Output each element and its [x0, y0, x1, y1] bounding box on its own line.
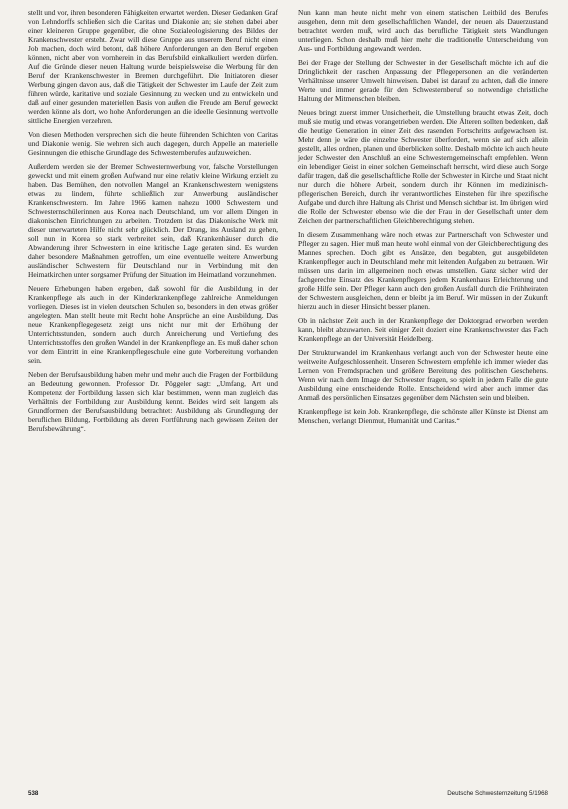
paragraph: Krankenpflege ist kein Job. Krankenpflege, die schönste aller Künste ist Dienst am Menschen, verlangt Dienmut, Humanität und Caritas.“: [298, 407, 548, 425]
page-number: 538: [28, 790, 39, 797]
paragraph: Bei der Frage der Stellung der Schwester in der Gesellschaft möchte ich auf die Dringlichkeit der raschen Anpassung der Pflegepersonen an die veränderten Verhältnisse unserer Umwelt hinweisen. Dabei ist darauf zu achten, daß die innere Werte und immer gerade für den Schwesternberuf so notwendige christliche Haltung der Mitmenschen bleiben.: [298, 58, 548, 103]
paragraph: Neben der Berufsausbildung haben mehr und mehr auch die Fragen der Fortbildung an Bedeutung gewonnen. Professor Dr. Pöggeler sagt: „Umfang, Art und Kompetenz der Fortbildung lassen sich klar bestimmen, wenn man zugleich das Verhältnis der Fortbildung zur Ausbildung kennt. Beides wird seit langem als Grundformen der Berufsausbildung betrachtet: Ausbildung als Grundlegung der beruflichen Bildung, Fortbildung als deren Fortführung nach gewissen Zeiten der Berufsbewährung“.: [28, 370, 278, 433]
text-columns: [28, 8, 548, 438]
page-footer: [28, 790, 548, 797]
paragraph: stellt und vor, ihren besonderen Fähigkeiten erwartet werden. Dieser Gedanken Graf von Lehndorffs schließen sich die Caritas und Diakonie an; sie stehen dabei aber einer kleineren Gruppe gegenüber, die ohne Sozialeologisierung des Bildes der Krankenschwester ersteht. Zwar will diese Gruppe aus unserem Beruf nicht einen Job machen, doch wird betont, daß höhere Anforderungen an den Beruf ergeben können, nicht aber von vornherein in das Berufsbild einkalkuliert werden dürfen. Auf die Gründe dieser neuen Haltung wurde beispielsweise die Werbung für den Beruf der Krankenschwester in Bremen durchgeführt. Die Initiatoren dieser Werbung gingen davon aus, daß die Tätigkeit der Schwester im Laufe der Zeit zum führen würde, karitative und soziale Gesinnung zu wecken und zu entwickeln und daß auf einer gesunden materiellen Basis von außen die Freude am Beruf geweckt werden könne als dort, wo hohe Anforderungen an die ideelle Gesinnung wertvolle sittliche Energien verzehren.: [28, 8, 278, 125]
paragraph: Ob in nächster Zeit auch in der Krankenpflege der Doktorgrad erworben werden kann, bleibt abzuwarten. Seit einiger Zeit doziert eine Krankenschwester das Fach Krankenpflege an der Universität Heidelberg.: [298, 316, 548, 343]
right-column: [298, 8, 548, 438]
paragraph: Neuere Erhebungen haben ergeben, daß sowohl für die Ausbildung in der Krankenpflege als auch in der Kinderkrankenpflege zahlreiche Anmeldungen vorliegen. Dieses ist in vielen deutschen Schulen so, besonders in den etwas größer angelegten. Man stellt heute mit Recht hohe Ansprüche an eine Ausbildung. Das neue Krankenpflegegesetz zeigt uns nicht nur mit der Erhöhung der Unterrichtsstunden, sondern auch durch Anreicherung und Vertiefung des Unterrichtsstoffes den großen Wandel in der Krankenpflege an. Es muß daher schon vor dem Eintritt in eine Krankenpflegeschule eine gute Vorbereitung vorhanden sein.: [28, 284, 278, 365]
paragraph: Nun kann man heute nicht mehr von einem statischen Leitbild des Berufes ausgehen, denn mit dem gesellschaftlichen Wandel, der neuen als Dauerzustand betrachtet werden muß, wird auch das berufliche Tätigkeit stets Wandlungen unterliegen. Schon deshalb muß hier mehr die traditionelle Unterscheidung von Aus- und Fortbildung angewandt werden.: [298, 8, 548, 53]
paragraph: In diesem Zusammenhang wäre noch etwas zur Partnerschaft von Schwester und Pfleger zu sagen. Hier muß man heute wohl einmal von der Gleichberechtigung des Mannes sprechen. Doch gibt es Ansätze, den begabten, gut ausgebildeten Krankenpfleger auch in Deutschland mehr mit leitenden Aufgaben zu betrauen. Wir müssen uns darin im allgemeinen noch etwas umstellen. Ganz sicher wird der fachgerechte Einsatz des Krankenpflegers jedem Krankenhaus Erleichterung und große Hilfe sein. Der Pfleger kann auch den großen Ausfall durch die Frühheiraten der Schwestern ausgleichen, denn er bleibt ja im Beruf. Wir müssen in der Zukunft hierzu auch in dieser Hinsicht besser planen.: [298, 230, 548, 311]
paragraph: Neues bringt zuerst immer Unsicherheit, die Umstellung braucht etwas Zeit, doch muß sie mutig und etwas vorangetrieben werden. Die Älteren sollten bedenken, daß die heutige Generation in einer Zeit des rasenden Fortschritts aufgewachsen ist. Mehr denn je wäre die einzelne Schwester überfordert, wenn sie auf sich allein gestellt, alles ordnen, planen und überblicken sollte. Deshalb möchte ich auch heute jeder Schwester den Anschluß an eine Schwesterngemeinschaft empfehlen. Wenn ein lebendiger Geist in einer solchen Gemeinschaft herrscht, wird diese auch Sorge dafür tragen, daß die gesellschaftliche Rolle der Schwester in Kirche und Staat nicht nur durch die höhere Arbeit, sondern durch ihr Können im medizinisch-pflegerischen Bereich, durch ihr verantwortliches Einstehen für ihre spezifische Aufgabe und durch ihre Haltung als Christ und Mensch sichtbar ist. Im übrigen wird die Rolle der Schwester ebenso wie die der Frau in der Gesellschaft unter dem Zeichen der partnerschaftlichen Gleichberechtigung stehen.: [298, 108, 549, 225]
paragraph: Außerdem werden sie der Bremer Schwesternwerbung vor, falsche Vorstellungen geweckt und mit einem großen Aufwand nur eine relativ kleine Wirkung erzielt zu haben. Das Bemühen, den notvollen Mangel an Krankenschwestern wenigstens etwas zu lindern, führte schließlich zur Anwerbung ausländischer Krankenschwestern. Im Jahre 1966 kamen nahezu 1000 Schwestern und Schwesternschülerinnen aus Korea nach Deutschland, um vor allem Dingen in diakonischen Einrichtungen zu arbeiten. Trotzdem ist das Diakonische Werk mit dieser unerwarteten Hilfe nicht sehr glücklich. Der Drang, ins Ausland zu gehen, soll nun in Korea so stark verbreitet sein, daß Krankenhäuser durch die Abwanderung ihrer Schwestern in eine kritische Lage geraten sind. Es wurden daher besondere Maßnahmen getroffen, um eine eventuelle weitere Anwerbung ausländischer Schwestern für Deutschland nur in Verbindung mit den Heimatkirchen unter sorgsamer Prüfung der Situation im Heimatland vorzunehmen.: [28, 162, 278, 279]
journal-name: Deutsche Schwesternzeitung 5/1968: [447, 790, 548, 797]
paragraph: Der Strukturwandel im Krankenhaus verlangt auch von der Schwester heute eine weitweite Aufgeschlossenheit. Unseren Schwestern empfehle ich immer wieder das Lernen von Fremdsprachen und größere Bereitung des politischen Geschehens. Wenn wir nach dem Image der Schwester fragen, so spielt in jedem Falle die gute Ausbildung eine entscheidende Rolle. Entscheidend wird aber auch immer das Anmaß des persönlichen Einsatzes gegenüber dem Nächsten sein und bleiben.: [298, 348, 548, 402]
paragraph: Von diesen Methoden versprechen sich die heute führenden Schichten von Caritas und Diakonie wenig. Sie wehren sich auch dagegen, durch Appelle an materielle Gesinnungen die ethische Grundlage des Schwesternberufes aufzuweichen.: [28, 130, 278, 157]
left-column: [28, 8, 278, 438]
